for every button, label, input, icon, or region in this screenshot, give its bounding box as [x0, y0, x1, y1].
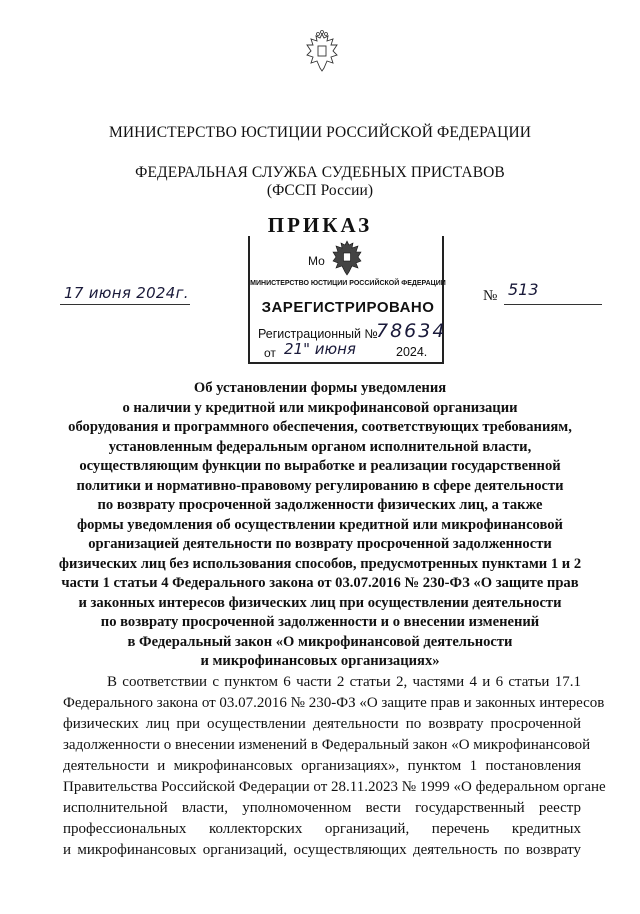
- coat-of-arms-icon: [302, 30, 342, 74]
- heading-line: физических лиц без использования способов, предусмотренных пунктами 1 и 2: [58, 555, 582, 572]
- heading-line: части 1 статьи 4 Федерального закона от 03.07.2016 № 230-ФЗ «О защите прав: [61, 575, 579, 591]
- body-line: В соответствии с пунктом 6 части 2 статьи 2, частями 4 и 6 статьи 17.1: [107, 674, 581, 690]
- body-line: профессиональных коллекторских организаций, перечень кредитных: [63, 821, 581, 837]
- document-heading: [40, 379, 600, 672]
- stamp-registered: ЗАРЕГИСТРИРОВАНО: [261, 299, 435, 316]
- body-line: Правительства Российской Федерации от 28.11.2023 № 1999 «О федеральном органе: [63, 779, 606, 795]
- service-title: ФЕДЕРАЛЬНАЯ СЛУЖБА СУДЕБНЫХ ПРИСТАВОВ: [135, 164, 505, 181]
- ministry-title: МИНИСТЕРСТВО ЮСТИЦИИ РОССИЙСКОЙ ФЕДЕРАЦИИ: [108, 124, 532, 141]
- heading-line: по возврату просроченной задолженности и о внесении изменений: [100, 614, 540, 630]
- heading-line: формы уведомления об осуществлении кредитной или микрофинансовой: [77, 516, 563, 533]
- stamp-coat-of-arms-icon: [330, 238, 364, 278]
- stamp-date-handwritten: 21" июня: [284, 340, 356, 358]
- body-line: исполнительной власти, уполномоченном вести государственный реестр: [63, 800, 581, 816]
- heading-line: оборудования и программного обеспечения, соответствующих требованиям,: [68, 419, 572, 435]
- heading-line: и микрофинансовых организациях»: [200, 653, 440, 669]
- order-number-underline: [504, 304, 602, 305]
- order-date-underline: [60, 304, 190, 305]
- stamp-registration-number: 78634: [376, 320, 447, 342]
- stamp-ministry: МИНИСТЕРСТВО ЮСТИЦИИ РОССИЙСКОЙ ФЕДЕРАЦИИ: [250, 280, 446, 287]
- heading-line: осуществляющим функции по выработке и реализации государственной: [79, 458, 561, 474]
- body-line: деятельности и микрофинансовых организациях», пунктом 1 постановления: [63, 758, 581, 774]
- document-body: [63, 672, 606, 861]
- order-date-handwritten: 17 июня 2024г.: [64, 284, 189, 302]
- heading-line: и законных интересов физических лиц при осуществлении деятельности: [78, 594, 562, 611]
- service-abbreviation: (ФССП России): [266, 182, 374, 199]
- stamp-date-year: 2024.: [396, 345, 428, 359]
- body-line: и микрофинансовых организаций, осуществляющих деятельность по возврату: [63, 842, 581, 858]
- heading-line: установленным федеральным органом исполнительной власти,: [108, 438, 532, 455]
- stamp-registration-label: Регистрационный №: [258, 327, 378, 341]
- stamp-date-prefix: от: [264, 346, 276, 360]
- heading-line: Об установлении формы уведомления: [193, 380, 447, 396]
- body-line: Федерального закона от 03.07.2016 № 230-ФЗ «О защите прав и законных интересов: [63, 695, 605, 711]
- order-number-label: №: [483, 288, 498, 304]
- heading-line: политики и нормативно-правовому регулированию в сфере деятельности: [76, 477, 564, 494]
- heading-line: о наличии у кредитной или микрофинансовой организации: [122, 399, 518, 416]
- heading-line: в Федеральный закон «О микрофинансовой деятельности: [127, 633, 513, 650]
- stamp-mo-text: Мо: [308, 254, 325, 268]
- heading-line: по возврату просроченной задолженности физических лиц, а также: [97, 497, 543, 513]
- order-number: 513: [508, 280, 539, 299]
- registration-stamp: [248, 236, 447, 364]
- body-line: задолженности о внесении изменений в Федеральный закон «О микрофинансовой: [63, 737, 591, 753]
- document-type-title: ПРИКАЗ: [267, 213, 373, 237]
- heading-line: организацией деятельности по возврату просроченной задолженности: [88, 536, 552, 552]
- body-line: физических лиц при осуществлении деятельности по возврату просроченной: [63, 716, 581, 732]
